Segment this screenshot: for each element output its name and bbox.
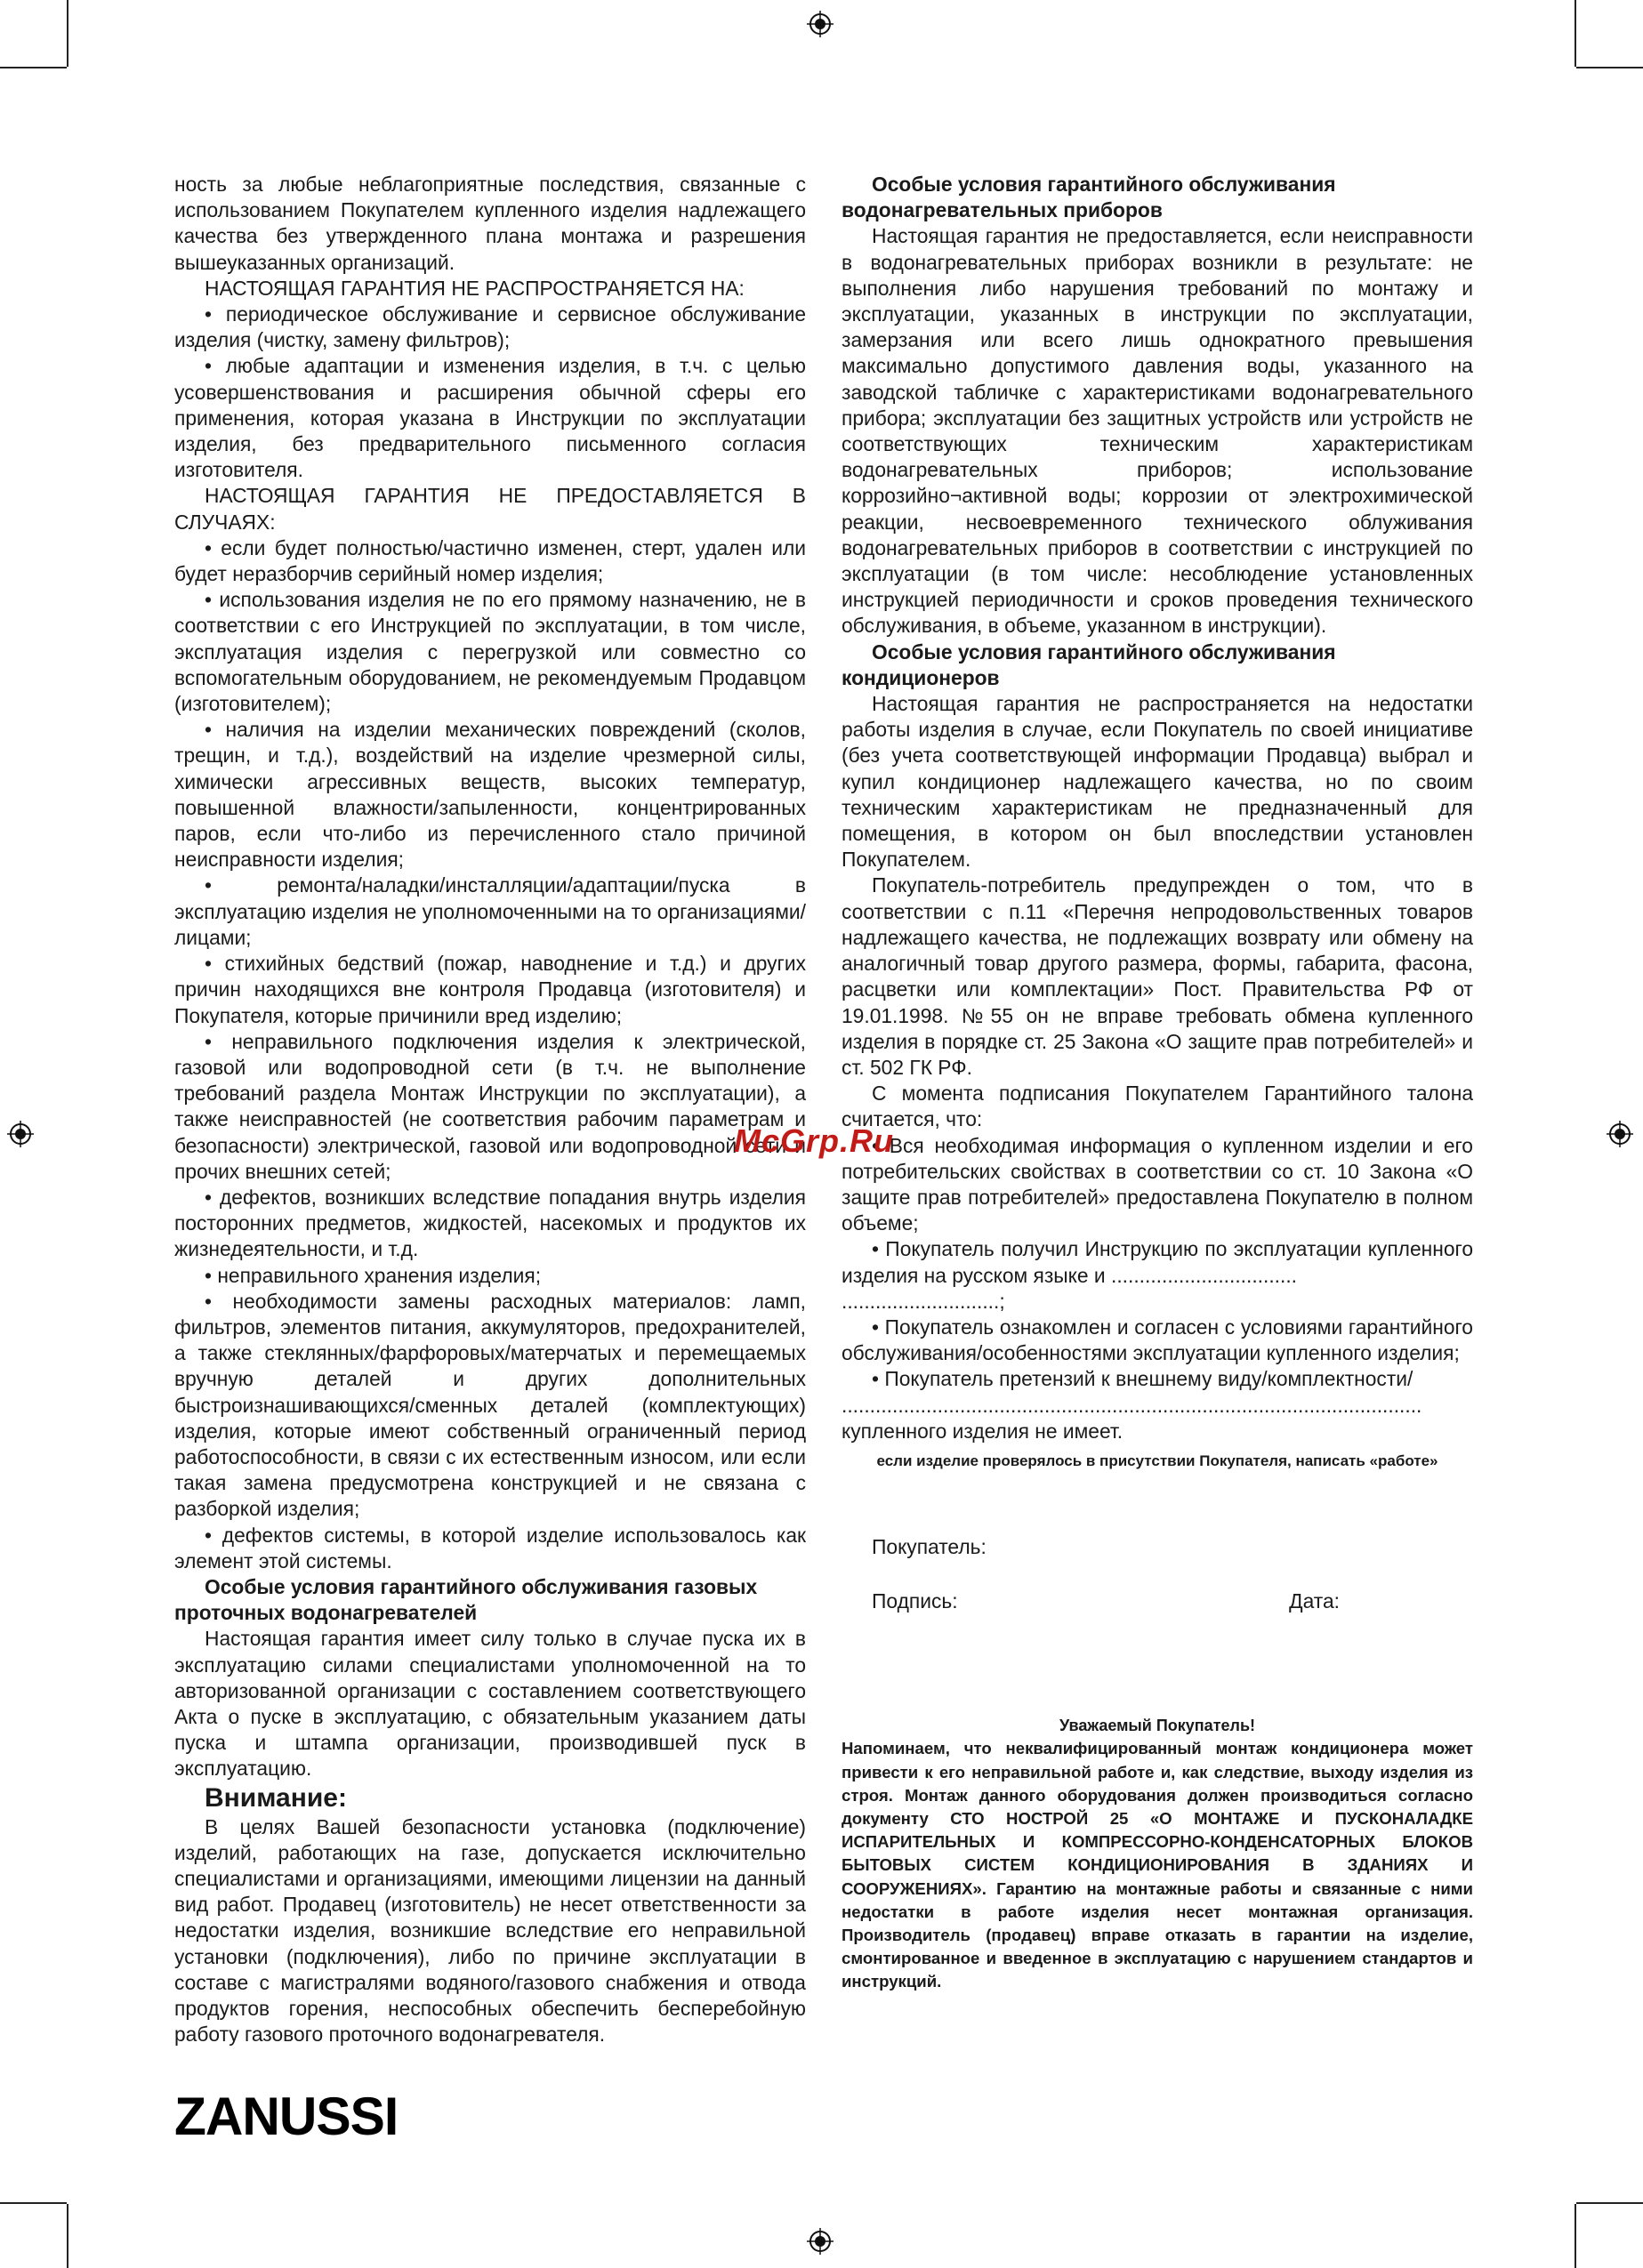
bullet-misuse: • использования изделия не по его прямому назначению, не в соответствии с его Инструкцией по эксплуатации, в том числе, эксплуатация изделия с перегрузкой или совместно со вспомогательным оборудованием, не рекомендуемым Продавцом (изготовителем); (174, 588, 806, 716)
buyer-label: Покупатель: (872, 1534, 987, 1558)
bullet-maintenance: • периодическое обслуживание и сервисное обслуживание изделия (чистку, замену фильтров); (174, 302, 806, 352)
bullet-storage: • неправильного хранения изделия; (205, 1263, 542, 1287)
warranty-not-cover-heading: НАСТОЯЩАЯ ГАРАНТИЯ НЕ РАСПРОСТРАНЯЕТСЯ НА: (205, 276, 745, 300)
signature-label: Подпись: (872, 1589, 958, 1613)
bullet-adaptations: • любые адаптации и изменения изделия, в т.ч. с целью усовершенствования и расширения обычной сферы его применения, которая указана в Инструкции по эксплуатации изделия, без предварительного письменного согласия изготовителя. (174, 354, 806, 482)
instruction-dots-line: ............................; (842, 1289, 1005, 1313)
bullet-natural-disasters: • стихийных бедствий (пожар, наводнение и т.д.) и других причин находящихся вне контроля Продавца (изготовителя) и Покупателя, которые причинили вред изделию; (174, 952, 806, 1027)
bullet-mechanical-damage: • наличия на изделии механических повреждений (сколов, трещин, и т.д.), воздействий на изделие чрезмерной силы, химически агрессивных веществ, высоких температур, повышенной влажности/запыленности, концентрированных паров, если что-либо из перечисленного стало причиной неисправности изделия; (174, 718, 806, 872)
registration-mark-bottom-icon (807, 2228, 834, 2255)
bullet-unauthorized-repair: • ремонта/наладки/инсталляции/адаптации/пуска в эксплуатацию изделия не уполномоченными на то организациями/лицами; (174, 873, 806, 949)
dear-buyer-text: Напоминаем, что неквалифицированный монтаж кондиционера может привести к его неправильной работе и, как следствие, выходу изделия из строя. Монтаж данного оборудования должен производиться согласно документу СТО НОСТРОЙ 25 «О МОНТАЖЕ И ПУСКОНАЛАДКЕ ИСПАРИТЕЛЬНЫХ И КОМПРЕССОРНО-КОНДЕНСАТОРНЫХ БЛОКОВ БЫТОВЫХ СИСТЕМ КОНДИЦИОНИРОВАНИЯ В ЗДАНИЯХ И СООРУЖЕНИЯХ». Гарантию на монтажные работы и связанные с ними недостатки в работе изделия несет монтажная организация. Производитель (продавец) вправе отказать в гарантии на изделие, смонтированное и введенное в эксплуатацию с нарушением стандартов и инструкций. (842, 1739, 1473, 1991)
signature-block (842, 1534, 1473, 1614)
brand-logo: ZANUSSI (174, 2087, 399, 2146)
bullet-system-defects: • дефектов системы, в которой изделие использовалось как элемент этой системы. (174, 1523, 806, 1572)
crop-mark-bottom-right (1575, 2204, 1576, 2268)
bullet-consumables: • необходимости замены расходных материалов: ламп, фильтров, элементов питания, аккумуляторов, предохранителей, а также стеклянных/фарфоровых/матерчатых и перемещаемых вручную деталей и других дополнительных быстроизнашивающихся/сменных деталей (комплектующих) изделия, которые имеют собственный ограниченный период работоспособности, в связи с их естественным износом, или если такая замена предусмотрена конструкцией и не связана с разборкой изделия; (174, 1289, 806, 1521)
water-heaters-paragraph: Настоящая гарантия не предоставляется, если неисправности в водонагревательных приборах возникли в результате: не выполнения либо нарушения требований по монтажу и эксплуатации, указанных в инструкции по эксплуатации, замерзания или всего лишь однократного превышения максимально допустимого давления воды, указанного на заводской табличке с характеристиками водонагревательного прибора; эксплуатации без защитных устройств или устройств не соответствующих техническим характеристикам водонагревательных приборов; использование коррозийно¬активной воды; коррозии от электрохимической реакции, несвоевременного технического облуживания водонагревательных приборов в соответствии с инструкцией по эксплуатации (в том числе: несоблюдение установленных инструкцией периодичности и сроков проведения технического обслуживания, в объеме, указанном в инструкции). (842, 224, 1473, 638)
crop-mark-bottom-right-h (1576, 2202, 1643, 2204)
gas-heaters-paragraph: Настоящая гарантия имеет силу только в случае пуска их в эксплуатацию силами специалистами уполномоченной на то авторизованной организации с составлением соответствующего Акта о пуске в эксплуатацию, с обязательным указанием даты пуска и штампа организации, производившей пуск в эксплуатацию. (174, 1627, 806, 1781)
bullet-agreed: • Покупатель ознакомлен и согласен с условиями гарантийного обслуживания/особенностями эксплуатации купленного изделия; (842, 1315, 1473, 1365)
bullet-information: • Вся необходимая информация о купленном изделии и его потребительских свойствах в соответствии со ст. 10 Закона «О защите прав потребителей» предоставлена Покупателю в полном объеме; (842, 1133, 1473, 1235)
buyer-line (872, 1534, 1473, 1560)
bullet-wrong-connection: • неправильного подключения изделия к электрической, газовой или водопроводной сети (в т.ч. не выполнение требований раздела Монтаж Инструкции по эксплуатации), а также неисправностей (не соответствия рабочим параметрам и безопасности) электрической, газовой или водопроводной сети и прочих внешних сетей; (174, 1029, 806, 1183)
attention-heading: Внимание: (205, 1782, 347, 1813)
claims-dots-line: ....................................................................................................... (842, 1393, 1422, 1417)
attention-paragraph: В целях Вашей безопасности установка (подключение) изделий, работающих на газе, допускается исключительно специалистами и организациями, имеющими лицензии на данный вид работ. Продавец (изготовитель) не несет ответственности за недостатки изделия, возникшие вследствие его неправильной установки (подключения), либо по причине эксплуатации в составе с магистралями водяного/газового снабжения и отвода продуктов горения, неспособных обеспечить бесперебойную работу газового проточного водонагревателя. (174, 1814, 806, 2047)
dear-buyer-title: Уважаемый Покупатель! (1059, 1717, 1256, 1735)
crop-mark-top-right (1575, 0, 1576, 67)
gas-heaters-heading: Особые условия гарантийного обслуживания газовых проточных водонагревателей (174, 1574, 758, 1625)
watermark-text: McGrp.Ru (734, 1122, 895, 1159)
air-conditioners-heading: Особые условия гарантийного обслуживания кондиционеров (842, 639, 1336, 689)
bullet-foreign-objects: • дефектов, возникших вследствие попадания внутрь изделия посторонних предметов, жидкостей, насекомых и продуктов их жизнедеятельности, и т.д. (174, 1185, 806, 1261)
checked-note: если изделие проверялось в присутствии Покупателя, написать «работе» (876, 1452, 1438, 1469)
bullet-claims: • Покупатель претензий к внешнему виду/комплектности/ (872, 1367, 1413, 1391)
crop-mark-top-left (67, 0, 68, 67)
signing-paragraph: С момента подписания Покупателем Гарантийного талона считается, что: (842, 1082, 1473, 1131)
registration-mark-left-icon (7, 1121, 34, 1147)
warranty-not-provided-heading: НАСТОЯЩАЯ ГАРАНТИЯ НЕ ПРЕДОСТАВЛЯЕТСЯ В СЛУЧАЯХ: (174, 484, 806, 534)
bullet-serial-number: • если будет полностью/частично изменен, стерт, удален или будет неразборчив серийный номер изделия; (174, 535, 806, 586)
crop-mark-bottom-left (67, 2204, 68, 2268)
continued-paragraph: ность за любые неблагоприятные последствия, связанные с использованием Покупателем купленного изделия надлежащего качества без утвержденного плана монтажа и разрешения вышеуказанных организаций. (174, 173, 806, 274)
consumer-notice-paragraph: Покупатель-потребитель предупрежден о том, что в соответствии с п.11 «Перечня непродовольственных товаров надлежащего качества, не подлежащих возврату или обмену на аналогичный товар другого размера, формы, габарита, фасона, расцветки или комплектации» Пост. Правительства РФ от 19.01.1998. №55 он не вправе требовать обмена купленного изделия в порядке ст. 25 Закона «О защите прав потребителей» и ст. 502 ГК РФ. (842, 873, 1473, 1079)
air-conditioners-paragraph: Настоящая гарантия не распространяется на недостатки работы изделия в случае, если Покупатель по своей инициативе (без учета соответствующей информации Продавца) выбрал и купил кондиционер надлежащего качества, но по своим техническим характеристикам не предназначенный для помещения, в котором он был впоследствии установлен Покупателем. (842, 692, 1473, 872)
date-label: Дата: (1289, 1589, 1340, 1613)
left-column (174, 172, 806, 2047)
bullet-instruction: • Покупатель получил Инструкцию по эксплуатации купленного изделия на русском языке и ................................. (842, 1237, 1473, 1287)
signature-date-line (872, 1588, 1473, 1614)
right-column (842, 172, 1473, 1994)
crop-mark-top-right-h (1576, 67, 1643, 68)
registration-mark-top-icon (807, 11, 834, 37)
crop-mark-bottom-left-h (0, 2202, 67, 2204)
claims-end-line: купленного изделия не имеет. (842, 1419, 1124, 1443)
registration-mark-right-icon (1607, 1121, 1633, 1147)
water-heaters-heading: Особые условия гарантийного обслуживания водонагревательных приборов (842, 173, 1336, 222)
crop-mark-top-left-h (0, 67, 67, 68)
